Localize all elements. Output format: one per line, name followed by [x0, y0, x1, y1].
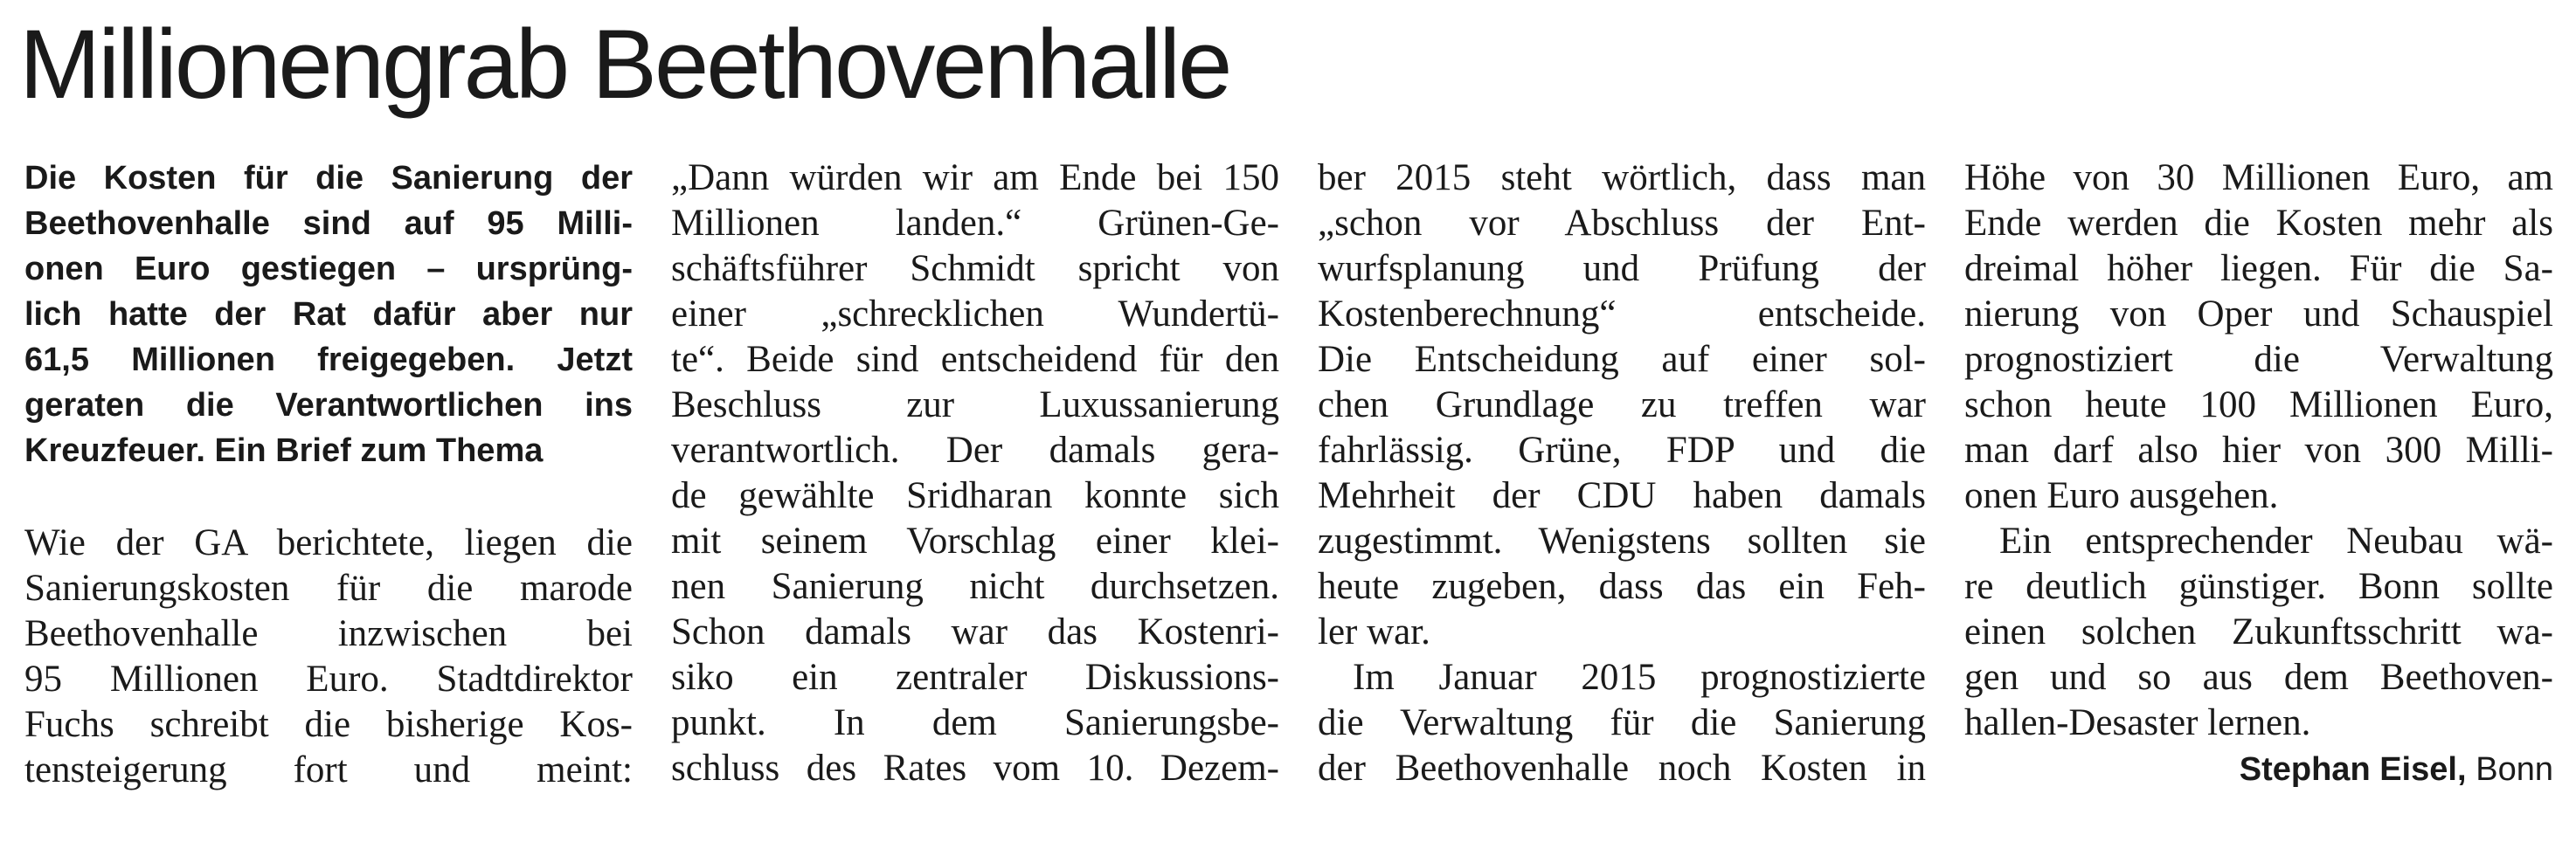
text-line: Mehrheit der CDU haben damals — [1318, 475, 1926, 516]
text-line: Ende werden die Kosten mehr als — [1964, 203, 2553, 244]
text-line: dreimal höher liegen. Für die Sa- — [1964, 248, 2553, 289]
lead-line: Kreuzfeuer. Ein Brief zum Thema — [24, 432, 544, 469]
text-line: wurfsplanung und Prüfung der — [1318, 248, 1926, 289]
text-line: die Verwaltung für die Sanierung — [1318, 702, 1926, 743]
text-line: ler war. — [1318, 611, 1430, 652]
text-line: hallen-Desaster lernen. — [1964, 702, 2311, 743]
text-line: punkt. In dem Sanierungsbe- — [671, 702, 1279, 743]
byline-city: Bonn — [2476, 751, 2553, 788]
text-line: nierung von Oper und Schauspiel — [1964, 293, 2553, 335]
text-line: fahrlässig. Grüne, FDP und die — [1318, 430, 1926, 471]
text-line: Im Januar 2015 prognostizierte — [1353, 657, 1926, 698]
text-line: „schon vor Abschluss der Ent- — [1318, 203, 1926, 244]
text-line: chen Grundlage zu treffen war — [1318, 384, 1926, 425]
text-line: Ein entsprechender Neubau wä- — [1999, 521, 2553, 562]
text-line: schon heute 100 Millionen Euro, — [1964, 384, 2553, 425]
text-line: heute zugeben, dass das ein Feh- — [1318, 566, 1926, 607]
text-line: mit seinem Vorschlag einer klei- — [671, 521, 1279, 562]
text-line: siko ein zentraler Diskussions- — [671, 657, 1279, 698]
text-line: einen solchen Zukunftsschritt wa- — [1964, 611, 2553, 652]
text-line: schäftsführer Schmidt spricht von — [671, 248, 1279, 289]
body-paragraph — [24, 521, 633, 793]
text-line: re deutlich günstiger. Bonn sollte — [1964, 566, 2553, 607]
text-line: Wie der GA berichtete, liegen die — [24, 522, 633, 563]
text-line: Schon damals war das Kostenri- — [671, 611, 1279, 652]
text-line: einer „schrecklichen Wundertü- — [671, 293, 1279, 335]
text-line: der Beethovenhalle noch Kosten in — [1318, 748, 1926, 789]
text-line: onen Euro ausgehen. — [1964, 475, 2279, 516]
text-line: ber 2015 steht wörtlich, dass man — [1318, 157, 1926, 198]
column-4 — [1964, 155, 2553, 791]
lead-line: Beethovenhalle sind auf 95 Milli- — [24, 205, 633, 242]
text-line: Beschluss zur Luxussanierung — [671, 384, 1279, 425]
text-line: te“. Beide sind entscheidend für den — [671, 339, 1279, 380]
byline-author: Stephan Eisel, — [2239, 751, 2467, 788]
text-line: Kostenberechnung“ entscheide. — [1318, 293, 1926, 335]
lead-line: Die Kosten für die Sanierung der — [24, 160, 633, 197]
text-line: Beethovenhalle inzwischen bei — [24, 613, 633, 654]
lead-line: 61,5 Millionen freigegeben. Jetzt — [24, 342, 633, 378]
lead-line: lich hatte der Rat dafür aber nur — [24, 296, 633, 333]
text-line: verantwortlich. Der damals gera- — [671, 430, 1279, 471]
text-line: Sanierungskosten für die marode — [24, 568, 633, 609]
column-3 — [1318, 155, 1926, 791]
text-line: nen Sanierung nicht durchsetzen. — [671, 566, 1279, 607]
headline: Millionengrab Beethovenhalle — [19, 10, 1230, 119]
text-line: tensteigerung fort und meint: — [24, 749, 633, 790]
text-line: Höhe von 30 Millionen Euro, am — [1964, 157, 2553, 198]
text-line: Fuchs schreibt die bisherige Kos- — [24, 704, 633, 745]
column-1 — [24, 155, 633, 793]
lead-line: geraten die Verantwortlichen ins — [24, 387, 633, 424]
column-2 — [671, 155, 1279, 791]
text-line: schluss des Rates vom 10. Dezem- — [671, 748, 1279, 789]
text-line: Die Entscheidung auf einer sol- — [1318, 339, 1926, 380]
text-line: zugestimmt. Wenigstens sollten sie — [1318, 521, 1926, 562]
byline — [1964, 746, 2553, 791]
text-line: man darf also hier von 300 Milli- — [1964, 430, 2553, 471]
text-line: 95 Millionen Euro. Stadtdirektor — [24, 659, 633, 700]
text-line: gen und so aus dem Beethoven- — [1964, 657, 2553, 698]
text-line: prognostiziert die Verwaltung — [1964, 339, 2553, 380]
text-line: de gewählte Sridharan konnte sich — [671, 475, 1279, 516]
lead-line: onen Euro gestiegen – ursprüng- — [24, 251, 633, 287]
lead-paragraph — [24, 155, 633, 473]
text-line: „Dann würden wir am Ende bei 150 — [671, 157, 1279, 198]
text-line: Millionen landen.“ Grünen-Ge- — [671, 203, 1279, 244]
